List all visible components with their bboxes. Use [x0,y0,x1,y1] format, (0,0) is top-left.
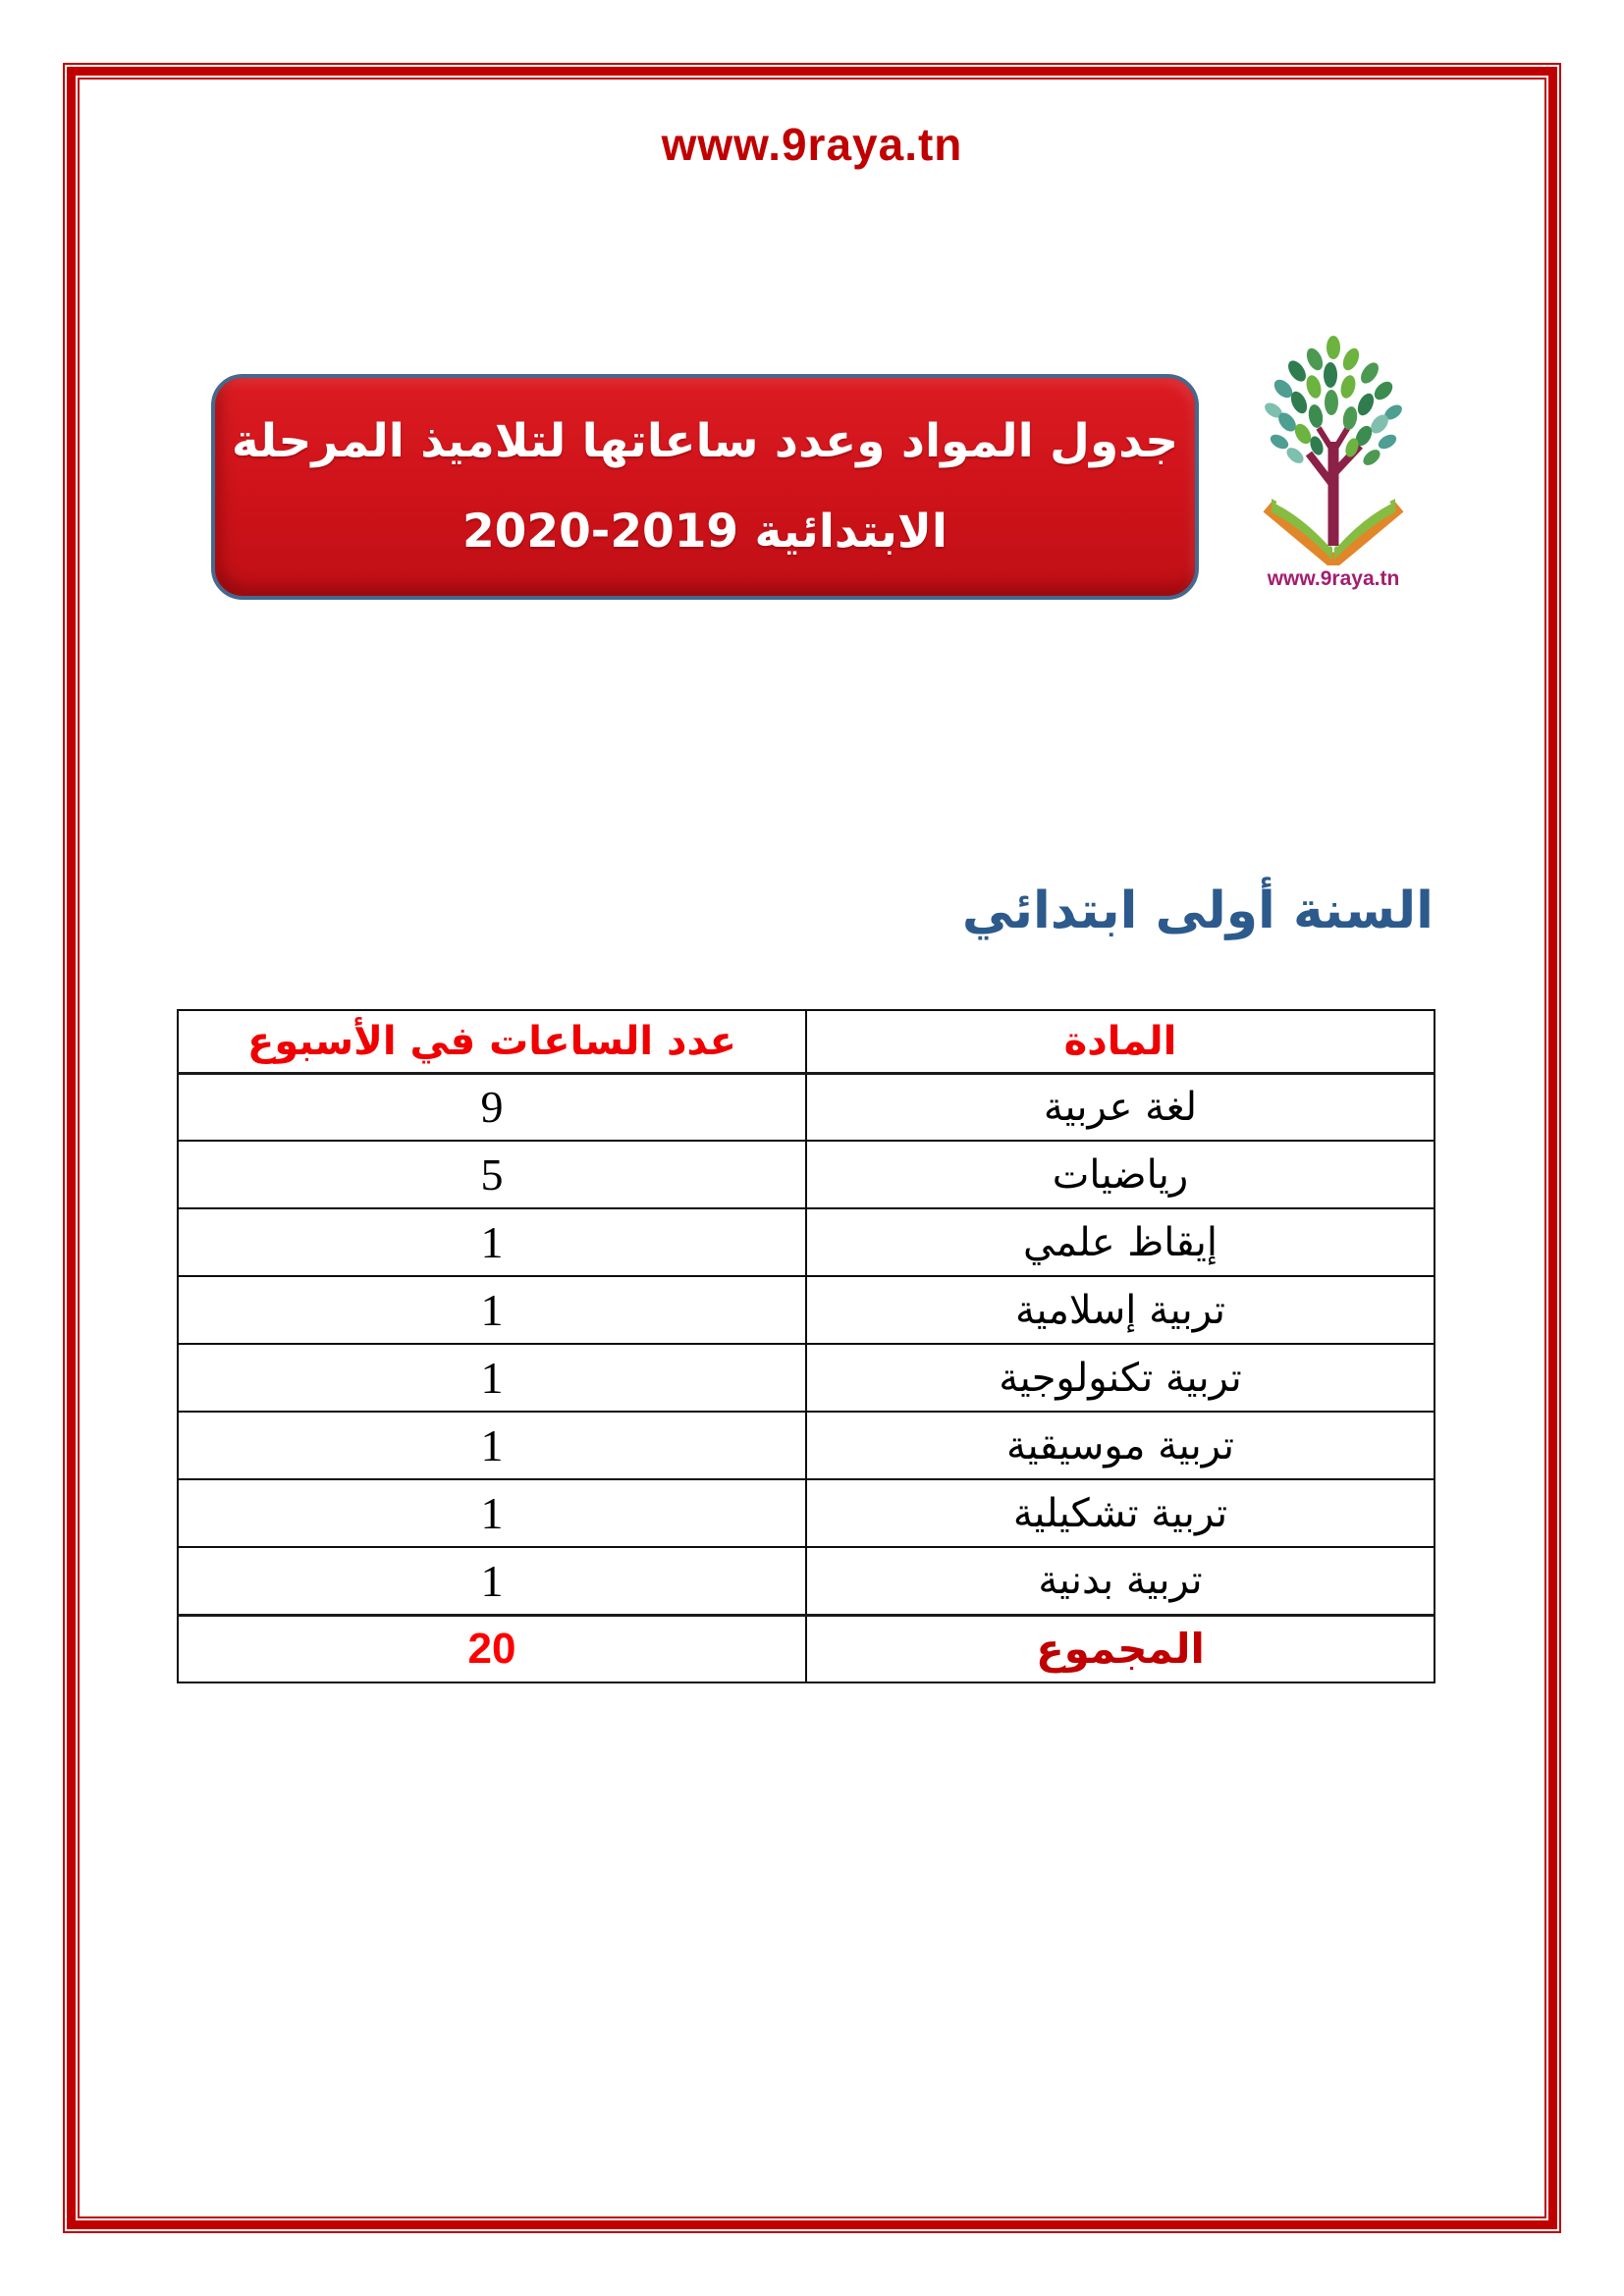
hours-cell: 1 [178,1208,806,1276]
table-header-row [178,1010,1435,1073]
hours-cell: 1 [178,1412,806,1479]
9raya-logo [1255,332,1412,589]
subject-cell: رياضيات [806,1141,1435,1208]
banner-title-line2: الابتدائية 2019-2020 [461,505,948,559]
hours-cell: 5 [178,1141,806,1208]
subject-cell: لغة عربية [806,1073,1435,1141]
section-title: السنة أولى ابتدائي [961,881,1434,940]
table-row [178,1276,1435,1344]
subjects-table [177,1009,1435,1683]
subject-cell: تربية موسيقية [806,1412,1435,1479]
table-row [178,1073,1435,1141]
hours-cell: 1 [178,1276,806,1344]
table-row [178,1547,1435,1615]
hours-cell: 1 [178,1547,806,1615]
header-subject: المادة [806,1010,1435,1073]
table-total-row [178,1615,1435,1682]
title-banner [211,374,1199,600]
subject-cell: تربية تشكيلية [806,1479,1435,1547]
total-label-cell: المجموع [806,1615,1435,1682]
banner-title-line1: جدول المواد وعدد ساعاتها لتلاميذ المرحلة [231,414,1179,468]
table-row [178,1344,1435,1412]
table-row [178,1412,1435,1479]
logo-caption: www.9raya.tn [1267,567,1400,590]
subject-cell: إيقاظ علمي [806,1208,1435,1276]
table-row [178,1141,1435,1208]
tree-open-book-icon [1260,332,1407,565]
site-url-header: www.9raya.tn [661,119,963,170]
subject-cell: تربية إسلامية [806,1276,1435,1344]
subject-cell: تربية بدنية [806,1547,1435,1615]
hours-cell: 9 [178,1073,806,1141]
header-hours: عدد الساعات في الأسبوع [178,1010,806,1073]
total-value-cell: 20 [178,1615,806,1682]
subject-cell: تربية تكنولوجية [806,1344,1435,1412]
hours-cell: 1 [178,1479,806,1547]
hours-cell: 1 [178,1344,806,1412]
table-row [178,1208,1435,1276]
table-row [178,1479,1435,1547]
